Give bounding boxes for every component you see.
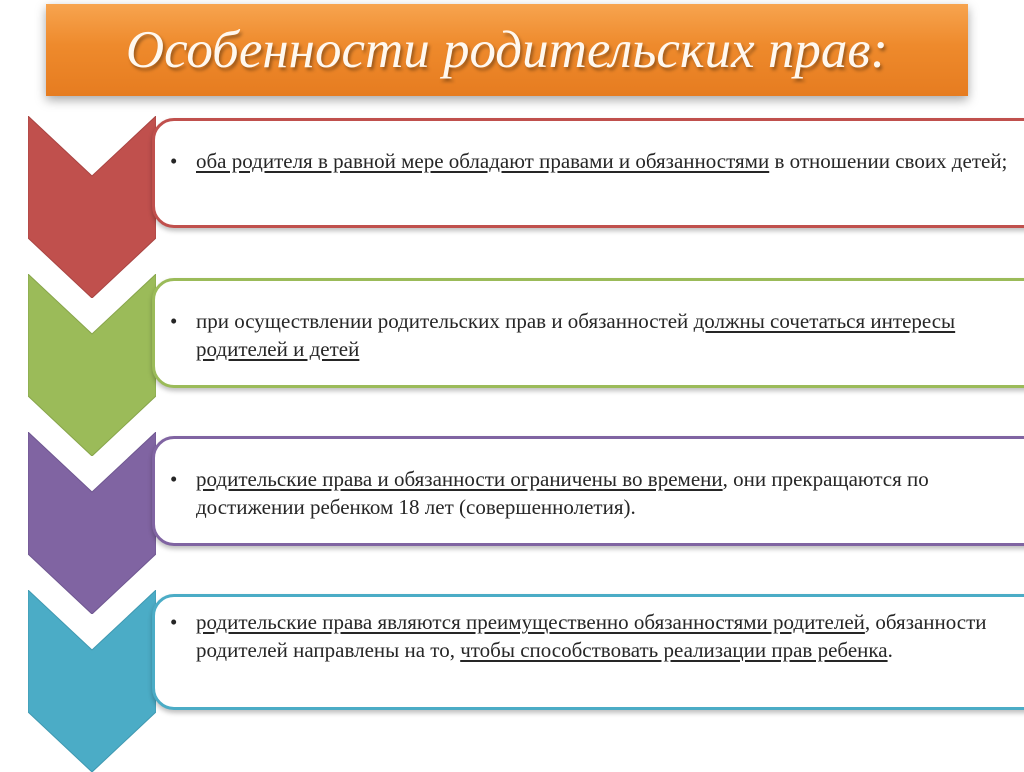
segment: . bbox=[887, 638, 893, 662]
row-content-1 bbox=[170, 147, 1010, 175]
bullet: • bbox=[170, 149, 178, 173]
bullet: • bbox=[170, 309, 178, 333]
title-banner bbox=[46, 4, 968, 96]
chevron-cyan-icon bbox=[28, 590, 156, 772]
slide-title: Особенности родительских прав: bbox=[125, 21, 889, 79]
row-text-2 bbox=[170, 307, 1010, 363]
row-content-3 bbox=[170, 465, 1010, 521]
row-text-3 bbox=[170, 465, 1010, 521]
chevron-green-icon bbox=[28, 274, 156, 456]
row-content-4 bbox=[170, 608, 1010, 664]
chevron-purple-icon bbox=[28, 432, 156, 614]
segment: родительские права и обязанности ограничены во времени bbox=[196, 467, 723, 491]
chevron-red-icon bbox=[28, 116, 156, 298]
segment: чтобы способствовать реализации прав ребенка bbox=[460, 638, 888, 662]
row-text-1 bbox=[170, 147, 1010, 175]
segment: в отношении своих детей; bbox=[769, 149, 1008, 173]
segment: оба родителя в равной мере обладают правами и обязанностями bbox=[196, 149, 770, 173]
bullet: • bbox=[170, 610, 178, 634]
segment: должны сочетаться интересы родителей и детей bbox=[196, 309, 956, 361]
segment: родительские права являются преимущественно обязанностями родителей bbox=[196, 610, 865, 634]
row-content-2 bbox=[170, 307, 1010, 363]
segment: , они прекращаются по достижении ребенком 18 лет (совершеннолетия). bbox=[196, 467, 929, 519]
segment: , обязанности родителей направлены на то, bbox=[196, 610, 987, 662]
segment: при осуществлении родительских прав и обязанностей bbox=[196, 309, 694, 333]
bullet: • bbox=[170, 467, 178, 491]
row-text-4 bbox=[170, 608, 1010, 664]
